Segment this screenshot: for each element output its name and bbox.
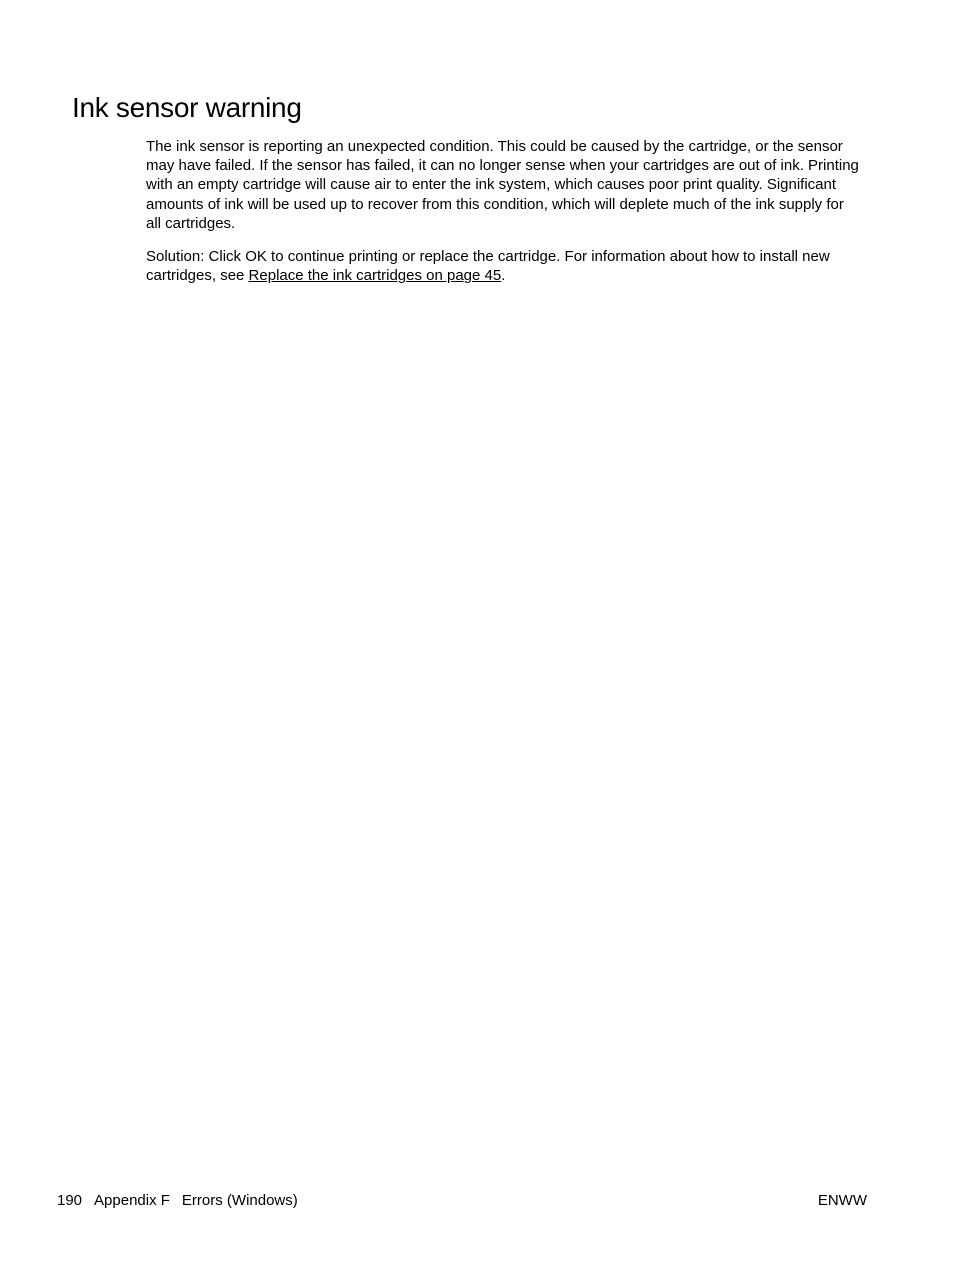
section-body [146,137,862,299]
section-heading: Ink sensor warning [72,92,302,123]
footer-locale: ENWW [817,1192,867,1209]
page-number: 190 [57,1192,83,1209]
footer-appendix: Appendix F [94,1192,170,1209]
replace-cartridges-link[interactable]: Replace the ink cartridges on page 45 [248,267,502,285]
description-paragraph: The ink sensor is reporting an unexpected condition. This could be caused by the cartridge, or the sensor may have failed. If the sensor has failed, it can no longer sense when your cartridges are out of ink. Printing with an empty cartridge will cause air to enter the ink system, which causes poor print quality. Significant amounts of ink will be used up to recover from this condition, which will deplete much of the ink supply for all cartridges. [146,138,859,232]
footer-left [57,1191,298,1210]
solution-text: Solution: Click OK to continue printing or replace the cartridge. For information about how to install new cartridges, see [146,248,830,285]
solution-paragraph [146,247,862,285]
solution-period: . [501,267,506,285]
footer-chapter: Errors (Windows) [181,1192,298,1209]
